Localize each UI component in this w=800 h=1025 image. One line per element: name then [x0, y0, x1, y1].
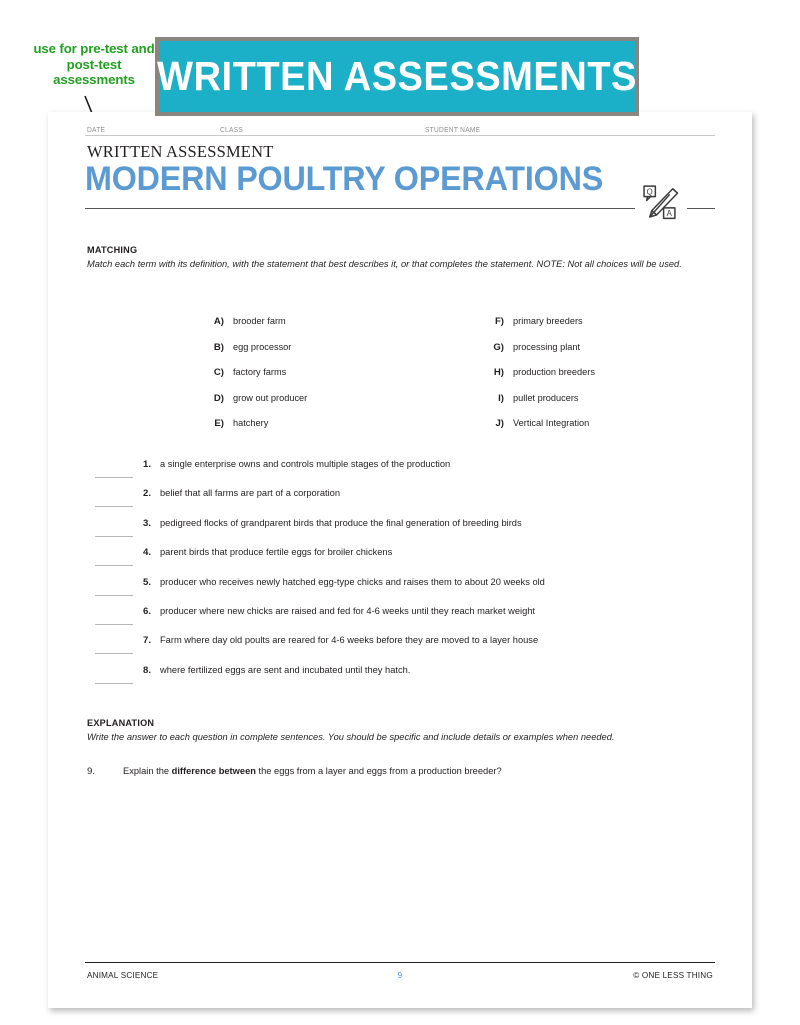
matching-item [85, 577, 715, 606]
choice-letter: I) [498, 392, 504, 404]
choice-term: egg processor [233, 341, 292, 353]
choice-term: processing plant [513, 341, 581, 353]
item-text: pedigreed flocks of grandparent birds that produce the final generation of breeding birds [160, 517, 522, 529]
explanation-item [85, 766, 715, 792]
choice-letter: F) [494, 316, 504, 327]
explanation-instructions: Write the answer to each question in complete sentences. You should be specific and include details or examples when needed. [87, 732, 615, 743]
header-fields-rule [85, 135, 715, 136]
field-label-class: CLASS [220, 125, 244, 134]
choice-letter: B) [213, 341, 224, 353]
footer-page-number: 9 [397, 970, 403, 980]
item-number: 2. [142, 488, 151, 500]
matching-choice [205, 367, 310, 393]
answer-blank[interactable] [95, 477, 133, 478]
explanation-items-list [85, 766, 715, 792]
matching-item [85, 518, 715, 547]
field-label-date: DATE [87, 125, 106, 134]
svg-text:A: A [666, 209, 672, 219]
svg-text:Q: Q [646, 187, 653, 197]
matching-items-list [85, 459, 715, 694]
choice-letter: J) [495, 418, 504, 430]
matching-choice [205, 342, 310, 368]
matching-choices-right-column [485, 316, 598, 444]
item-number: 9. [87, 766, 96, 777]
field-label-student-name: STUDENT NAME [425, 125, 481, 134]
answer-blank[interactable] [95, 565, 133, 566]
answer-blank[interactable] [95, 595, 133, 596]
worksheet-subtitle: WRITTEN ASSESSMENT [87, 142, 274, 161]
choice-letter: H) [493, 367, 504, 379]
matching-item [85, 665, 715, 694]
choice-term: Vertical Integration [513, 418, 590, 430]
matching-item [85, 547, 715, 576]
footer-copyright: © ONE LESS THING [633, 970, 713, 980]
item-number: 7. [142, 635, 151, 647]
matching-item [85, 606, 715, 635]
answer-blank[interactable] [95, 683, 133, 684]
matching-choice [485, 393, 598, 419]
footer-subject: ANIMAL SCIENCE [87, 970, 159, 980]
worksheet-page [48, 112, 752, 1008]
choice-term: factory farms [233, 367, 287, 379]
answer-blank[interactable] [95, 624, 133, 625]
question-text-emphasis: difference between [171, 766, 256, 777]
banner-title: WRITTEN ASSESSMENTS [157, 53, 637, 99]
choice-letter: D) [213, 392, 224, 404]
matching-choice [485, 342, 598, 368]
choice-term: production breeders [513, 367, 595, 379]
choice-letter: A) [213, 316, 224, 327]
answer-blank[interactable] [95, 506, 133, 507]
choice-term: grow out producer [233, 392, 308, 404]
matching-choices-left-column [205, 316, 310, 444]
item-number: 6. [142, 605, 151, 617]
question-text-after: the eggs from a layer and eggs from a production breeder? [255, 766, 502, 777]
matching-item [85, 459, 715, 488]
matching-item [85, 635, 715, 664]
written-assessments-banner [155, 37, 639, 116]
matching-item [85, 488, 715, 517]
title-rule [85, 208, 715, 209]
item-text [123, 766, 502, 777]
item-text: parent birds that produce fertile eggs for broiler chickens [160, 547, 393, 559]
item-text: producer who receives newly hatched egg-type chicks and raises them to about 20 weeks old [160, 576, 545, 588]
matching-choice [485, 316, 598, 342]
choice-term: brooder farm [233, 316, 286, 327]
choice-term: hatchery [233, 418, 269, 430]
item-number: 1. [142, 459, 151, 470]
matching-choice [485, 367, 598, 393]
item-number: 4. [142, 547, 151, 559]
explanation-heading: EXPLANATION [87, 718, 155, 729]
item-text: producer where new chicks are raised and fed for 4-6 weeks until they reach market weight [160, 605, 536, 617]
item-number: 8. [142, 664, 151, 676]
item-text: Farm where day old poults are reared for 4-6 weeks before they are moved to a layer house [160, 635, 539, 647]
item-text: where fertilized eggs are sent and incubated until they hatch. [160, 664, 411, 676]
item-text: belief that all farms are part of a corporation [160, 488, 341, 500]
choice-letter: C) [213, 367, 224, 379]
choice-letter: E) [214, 418, 224, 430]
item-text: a single enterprise owns and controls multiple stages of the production [160, 459, 451, 470]
matching-choice [485, 418, 598, 444]
answer-blank[interactable] [95, 536, 133, 537]
matching-choice [205, 393, 310, 419]
page-title: MODERN POULTRY OPERATIONS [85, 160, 604, 198]
annotation-pretest: use for pre-test and post-test assessments [33, 41, 155, 88]
item-number: 5. [142, 576, 151, 588]
question-text-before: Explain the [123, 766, 172, 777]
answer-blank[interactable] [95, 653, 133, 654]
header-fields-row [85, 120, 715, 136]
footer-rule [85, 962, 715, 963]
matching-heading: MATCHING [87, 245, 138, 256]
choice-term: primary breeders [513, 316, 583, 327]
page-footer [85, 970, 715, 986]
matching-instructions: Match each term with its definition, with the statement that best describes it, or that completes the statement. NOTE: Not all choices will be used. [87, 259, 682, 270]
item-number: 3. [142, 517, 151, 529]
choice-letter: G) [493, 341, 504, 353]
matching-choice [205, 316, 310, 342]
qa-pencil-icon [635, 184, 687, 224]
choice-term: pullet producers [513, 392, 579, 404]
matching-choice [205, 418, 310, 444]
